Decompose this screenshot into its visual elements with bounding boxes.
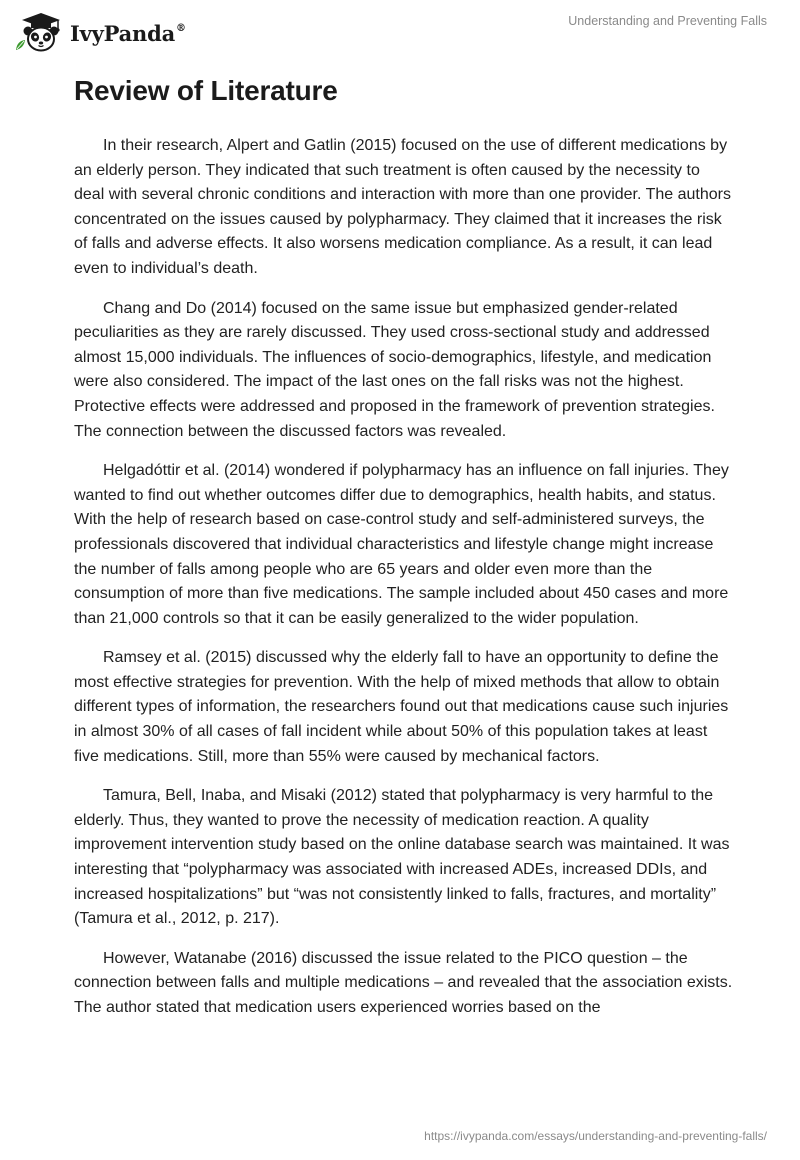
brand-logo[interactable] (14, 10, 186, 54)
page-header (0, 0, 800, 60)
document-title: Understanding and Preventing Falls (568, 14, 767, 28)
paragraph: Helgadóttir et al. (2014) wondered if polypharmacy has an influence on fall injuries. They wanted to find out whether outcomes differ due to demographics, health habits, and status. With the help of research based on case-control study and self-administered surveys, the professionals discovered that individual characteristics and lifestyle change might increase the number of falls among people who are 65 years and older even more than the consumption of more than five medications. The sample included about 450 cases and more than 21,000 controls so that it can be easily generalized to the wider population. (74, 462, 729, 627)
paragraph: However, Watanabe (2016) discussed the issue related to the PICO question – the connection between falls and multiple medications – and revealed that the association exists. The author stated that medication users experienced worries based on the (74, 949, 733, 1016)
article-body (74, 72, 734, 1036)
panda-graduate-icon (14, 10, 64, 54)
paragraph: Chang and Do (2014) focused on the same issue but emphasized gender-related peculiarities as they are rarely discussed. They used cross-sectional study and addressed almost 15,000 individuals. The influences of socio-demographics, lifestyle, and medication were also considered. The impact of the last ones on the fall risks was not the highest. Protective effects were addressed and proposed in the framework of prevention strategies. The connection between the discussed factors was revealed. (74, 299, 715, 440)
section-heading: Review of Literature (74, 75, 338, 106)
paragraph: In their research, Alpert and Gatlin (2015) focused on the use of different medications by an elderly person. They indicated that such treatment is often caused by the necessity to deal with several chronic conditions and interaction with more than one provider. The authors concentrated on the issues caused by polypharmacy. They claimed that it increases the risk of falls and adverse effects. It also worsens medication compliance. As a result, it can lead even to individual’s death. (74, 137, 731, 277)
source-url-link[interactable]: https://ivypanda.com/essays/understanding-and-preventing-falls/ (424, 1129, 767, 1143)
brand-name: IvyPanda® (70, 20, 186, 46)
paragraph-list (74, 134, 734, 1021)
paragraph: Ramsey et al. (2015) discussed why the elderly fall to have an opportunity to define the most effective strategies for prevention. With the help of mixed methods that allow to obtain different types of information, the researchers found out that medications cause such injuries in almost 30% of all cases of fall incident while about 50% of this population takes at least five medications. Still, more than 55% were caused by mechanical factors. (74, 649, 729, 765)
paragraph: Tamura, Bell, Inaba, and Misaki (2012) stated that polypharmacy is very harmful to the elderly. Thus, they wanted to prove the necessity of medication reaction. A quality improvement intervention study based on the online database search was maintained. It was interesting that “polypharmacy was associated with increased ADEs, increased DDIs, and increased hospitalizations” but “was not consistently linked to falls, fractures, and mortality” (Tamura et al., 2012, p. 217). (74, 787, 730, 928)
